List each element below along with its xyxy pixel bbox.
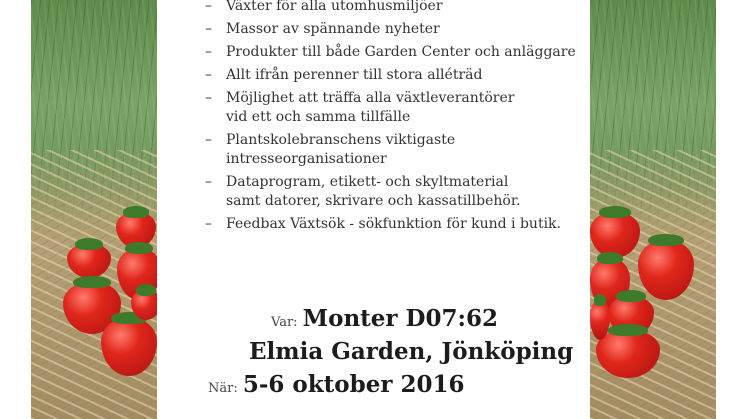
flyer-content bbox=[157, 0, 590, 419]
feature-item: – Möjlighet att träffa alla växtleverantörer vid ett och samma tillfälle bbox=[205, 89, 585, 127]
feature-item: – Växter för alla utomhusmiljöer bbox=[205, 0, 585, 16]
venue-name: Elmia Garden, Jönköping bbox=[249, 338, 574, 365]
venue-line bbox=[249, 338, 573, 365]
feature-item: – Plantskolebranschens viktigaste intresseorganisationer bbox=[205, 131, 585, 169]
feature-item: – Massor av spännande nyheter bbox=[205, 20, 585, 39]
strawberry-photo-right bbox=[590, 0, 716, 419]
feature-item: – Dataprogram, etikett- och skyltmaterial samt datorer, skrivare och kassatillbehör. bbox=[205, 173, 585, 211]
dates-line bbox=[208, 371, 464, 398]
feature-item: – Produkter till både Garden Center och anläggare bbox=[205, 43, 585, 62]
feature-item: – Allt ifrån perenner till stora alléträd bbox=[205, 66, 585, 85]
where-label: Var: bbox=[271, 315, 298, 330]
booth-line bbox=[271, 305, 498, 332]
event-dates: 5-6 oktober 2016 bbox=[242, 371, 465, 398]
booth-number: Monter D07:62 bbox=[302, 305, 498, 332]
when-label: När: bbox=[208, 381, 238, 396]
feature-item: – Feedbax Växtsök - sökfunktion för kund i butik. bbox=[205, 215, 585, 234]
feature-list bbox=[205, 0, 585, 238]
strawberry-photo-left bbox=[31, 0, 157, 419]
